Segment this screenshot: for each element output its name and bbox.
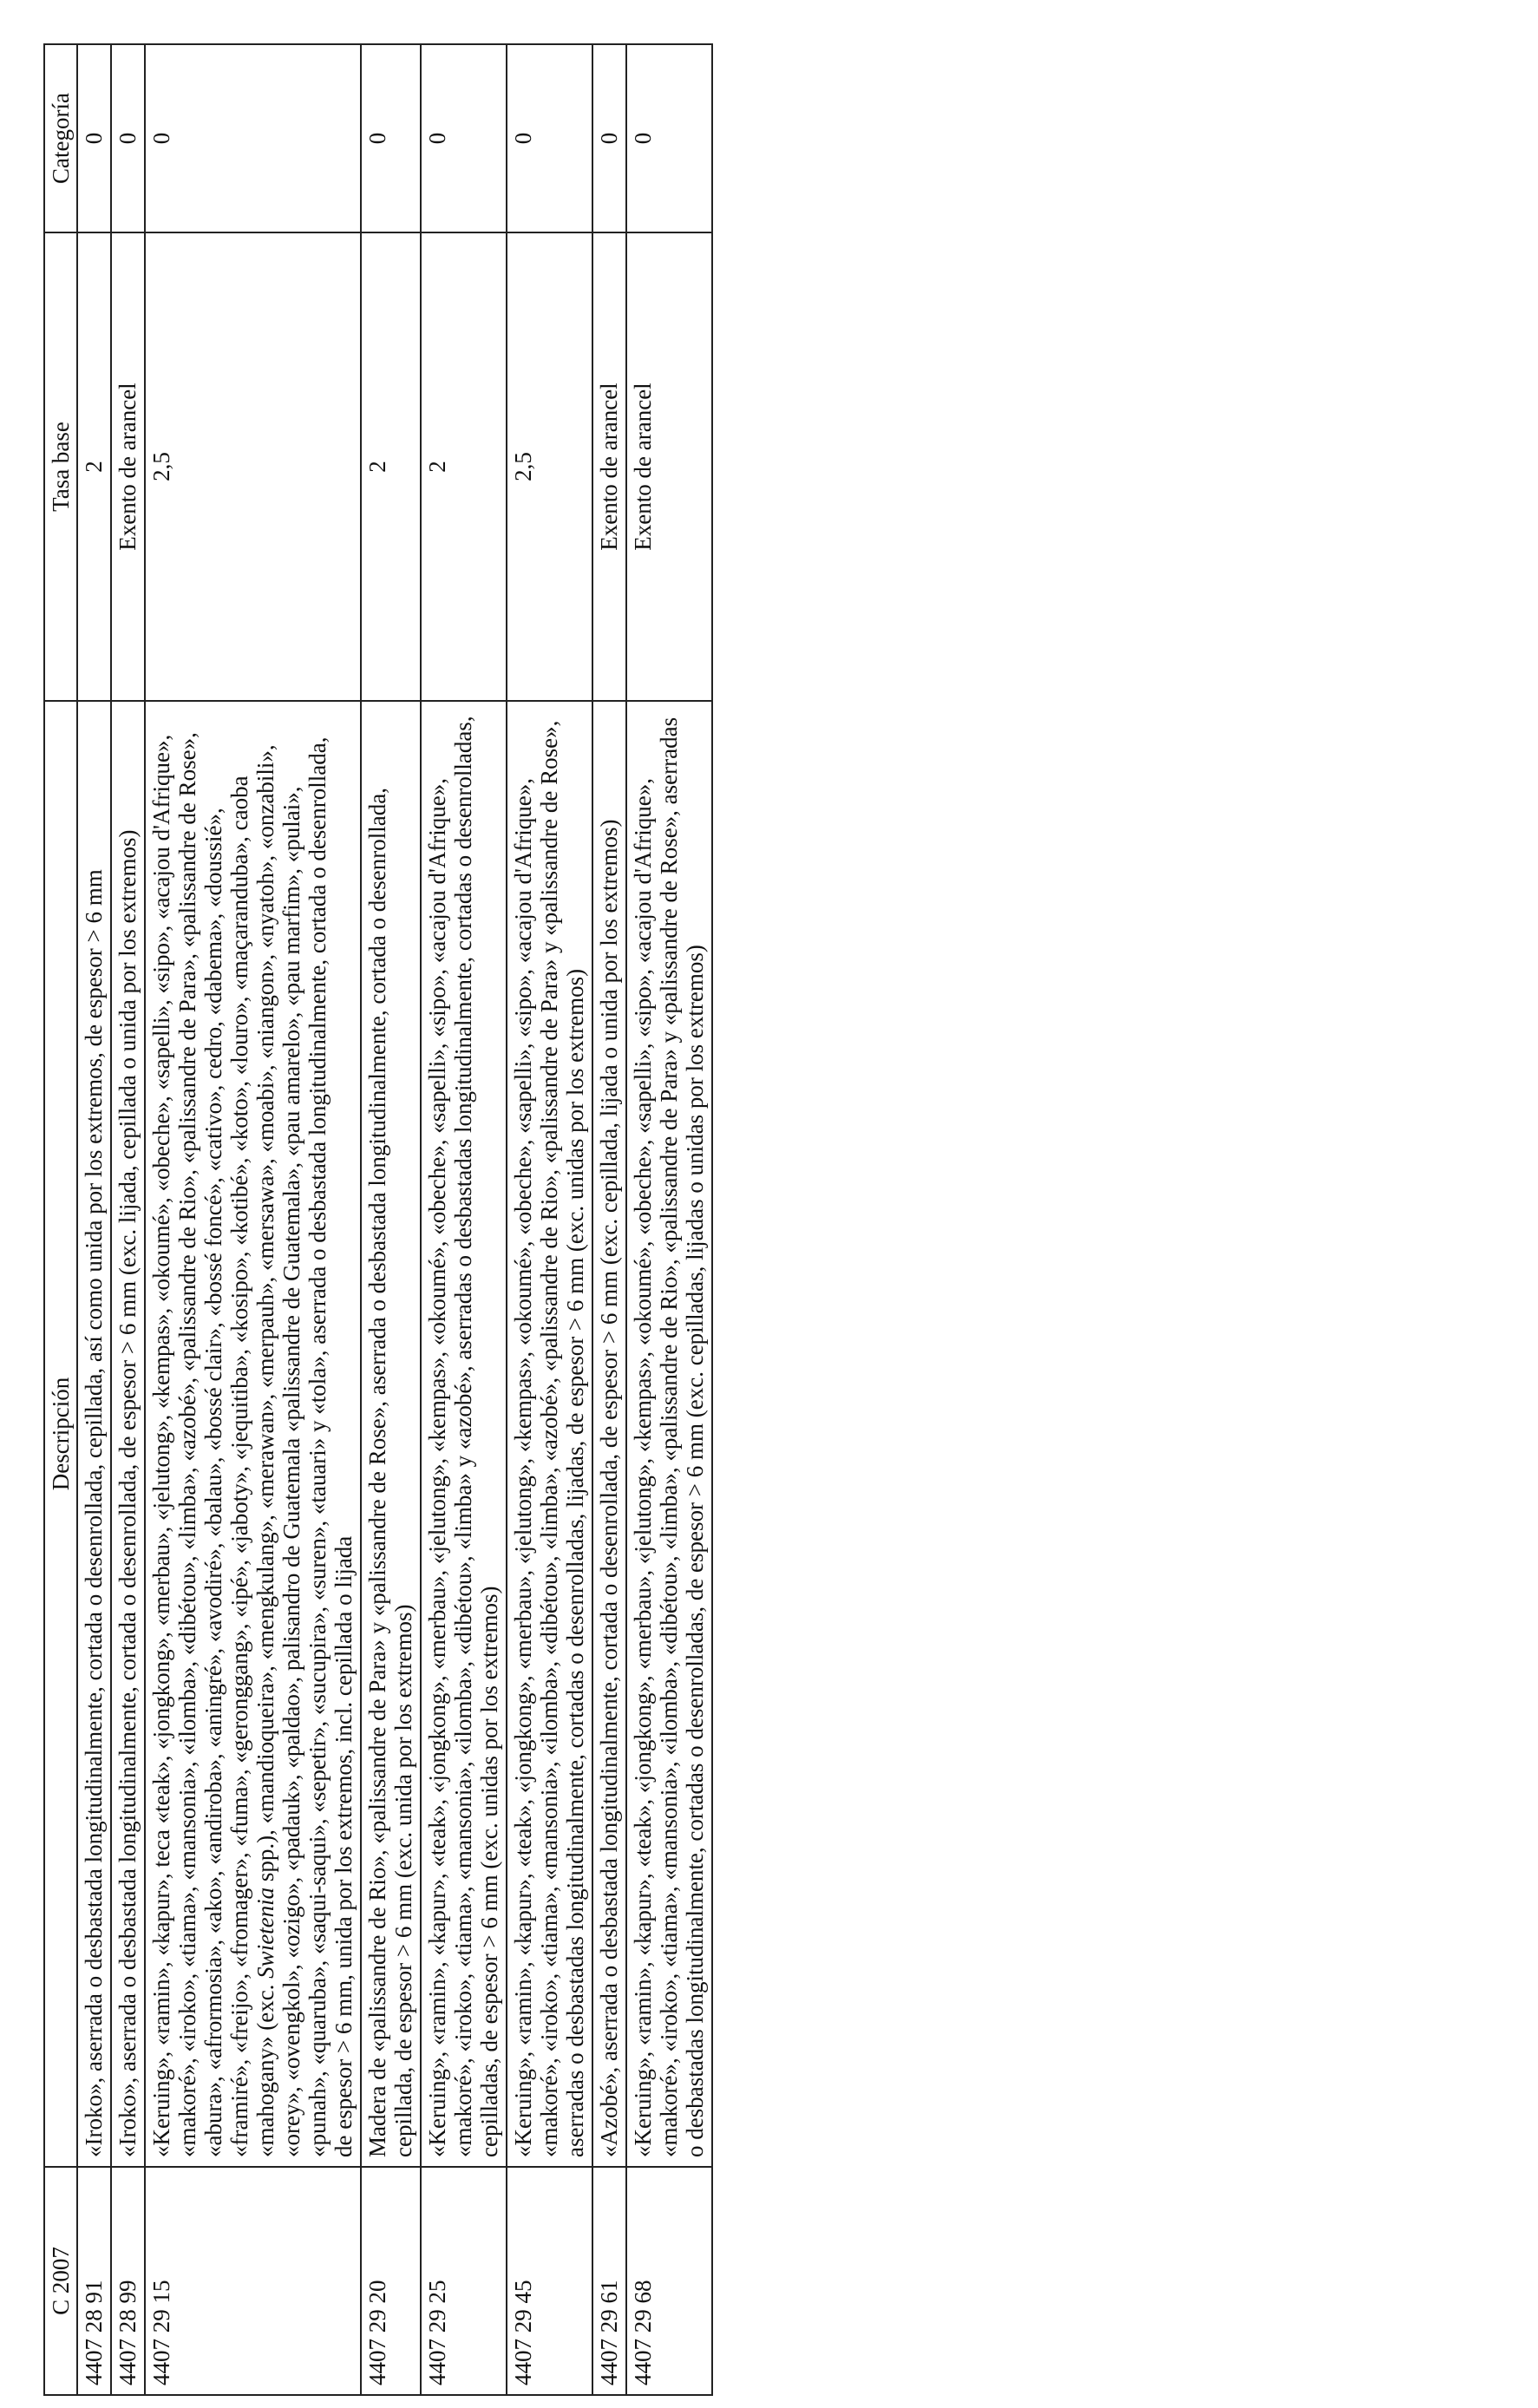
table-row [77,44,111,2395]
header-description: Descripción [44,701,77,2167]
tariff-table [43,43,713,2396]
row-description: «Iroko», aserrada o desbastada longitudinalmente, cortada o desenrollada, de espesor > 6 mm (exc. lijada, cepillada o unida por los extremos) [111,701,145,2167]
row-rate: Exento de arancel [626,232,712,701]
row-code: 4407 29 25 [421,2167,507,2395]
row-rate: 2,5 [145,232,361,701]
row-description: «Azobé», aserrada o desbastada longitudinalmente, cortada o desenrollada, de espesor > 6 mm (exc. cepillada, lijada o unida por los extremos) [592,701,626,2167]
header-rate: Tasa base [44,232,77,701]
row-category: 0 [626,44,712,232]
row-category: 0 [361,44,421,232]
table-row [361,44,421,2395]
row-category: 0 [111,44,145,232]
row-rate: 2 [421,232,507,701]
row-rate: Exento de arancel [592,232,626,701]
row-description: «Keruing», «ramin», «kapur», «teak», «jongkong», «merbau», «jelutong», «kempas», «okoumé», «obeche», «sapelli», «sipo», «acajou d'Afrique», «makoré», «iroko», «tiama», «mansonia», «ilomba», «dibétou», «limba», «palissandre de Rio», «palissandre de Para» y «palissandre de Rose», aserradas o desbastadas longitudinalmente, cortadas o desenrolladas, de espesor > 6 mm (exc. cepilladas, lijadas o unidas por los extremos) [626,701,712,2167]
header-row [44,44,77,2395]
table-row [507,44,592,2395]
row-category: 0 [507,44,592,232]
row-code: 4407 29 68 [626,2167,712,2395]
row-rate: Exento de arancel [111,232,145,701]
description-part: spp.), «mandioqueira», «mengkulang», «merawan», «merpauh», «mersawa», «moabi», «niangon», «nyatoh», «onzabili», «orey», «ovengkol», «ozigo», «padauk», «paldao», palisandro de Guatemala «palissandre de Guatemala», «pau amarelo», «pau marfim», «pulai», «punah», «quaruba», «saqui-saqui», «sepetir», «sucupira», «suren», «tauari» y «tola», aserrada o desbastada longitudinalmente, cortada o desenrollada, de espesor > 6 mm, unida por los extremos, incl. cepillada o lijada [252,736,357,2157]
row-description [145,701,361,2167]
header-category: Categoría [44,44,77,232]
row-rate: 2 [361,232,421,701]
row-description: «Keruing», «ramin», «kapur», «teak», «jongkong», «merbau», «jelutong», «kempas», «okoumé», «obeche», «sapelli», «sipo», «acajou d'Afrique», «makoré», «iroko», «tiama», «mansonia», «ilomba», «dibétou», «limba» y «azobé», aserradas o desbastadas longitudinalmente, cortadas o desenrolladas, cepilladas, de espesor > 6 mm (exc. unidas por los extremos) [421,701,507,2167]
description-italic-genus: Swietenia [252,1887,278,1979]
row-category: 0 [421,44,507,232]
row-code: 4407 29 15 [145,2167,361,2395]
table-row [111,44,145,2395]
row-code: 4407 28 99 [111,2167,145,2395]
row-category: 0 [592,44,626,232]
table-row [145,44,361,2395]
row-category: 0 [145,44,361,232]
row-category: 0 [77,44,111,232]
table-row [592,44,626,2395]
header-code: C 2007 [44,2167,77,2395]
row-code: 4407 29 61 [592,2167,626,2395]
table-row [421,44,507,2395]
row-code: 4407 28 91 [77,2167,111,2395]
table-row [626,44,712,2395]
row-description: «Iroko», aserrada o desbastada longitudinalmente, cortada o desenrollada, cepillada, así como unida por los extremos, de espesor > 6 mm [77,701,111,2167]
row-description: «Keruing», «ramin», «kapur», «teak», «jongkong», «merbau», «jelutong», «kempas», «okoumé», «obeche», «sapelli», «sipo», «acajou d'Afrique», «makoré», «iroko», «tiama», «mansonia», «ilomba», «dibétou», «limba», «azobé», «palissandre de Rio», «palissandre de Para» y «palissandre de Rose», aserradas o desbastadas longitudinalmente, cortadas o desenrolladas, lijadas, de espesor > 6 mm (exc. unidas por los extremos) [507,701,592,2167]
row-code: 4407 29 20 [361,2167,421,2395]
description-part: «Keruing», «ramin», «kapur», teca «teak», «jongkong», «merbau», «jelutong», «kempas», «okoumé», «obeche», «sapelli», «sipo», «acajou d'Afrique», «makoré», «iroko», «tiama», «mansonia», «ilomba», «dibétou», «limba», «azobé», «palissandre de Rio», «palissandre de Para», «palissandre de Rose», «abura», «afrormosia», «ako», «andiroba», «aningré», «avodiré», «balau», «bossé clair», «bossé foncé», «cativo», cedro, «dabema», «doussié», «framiré», «freijo», «fromager», «fuma», «geronggang», «ipé», «jaboty», «jequitiba», «kosipo», «kotibé», «koto», «louro», «maçaranduba», caoba «mahogany» (exc. [148,732,278,2157]
row-rate: 2,5 [507,232,592,701]
row-rate: 2 [77,232,111,701]
row-description: Madera de «palissandre de Rio», «palissandre de Para» y «palissandre de Rose», aserrada o desbastada longitudinalmente, cortada o desenrollada, cepillada, de espesor > 6 mm (exc. unida por los extremos) [361,701,421,2167]
row-code: 4407 29 45 [507,2167,592,2395]
